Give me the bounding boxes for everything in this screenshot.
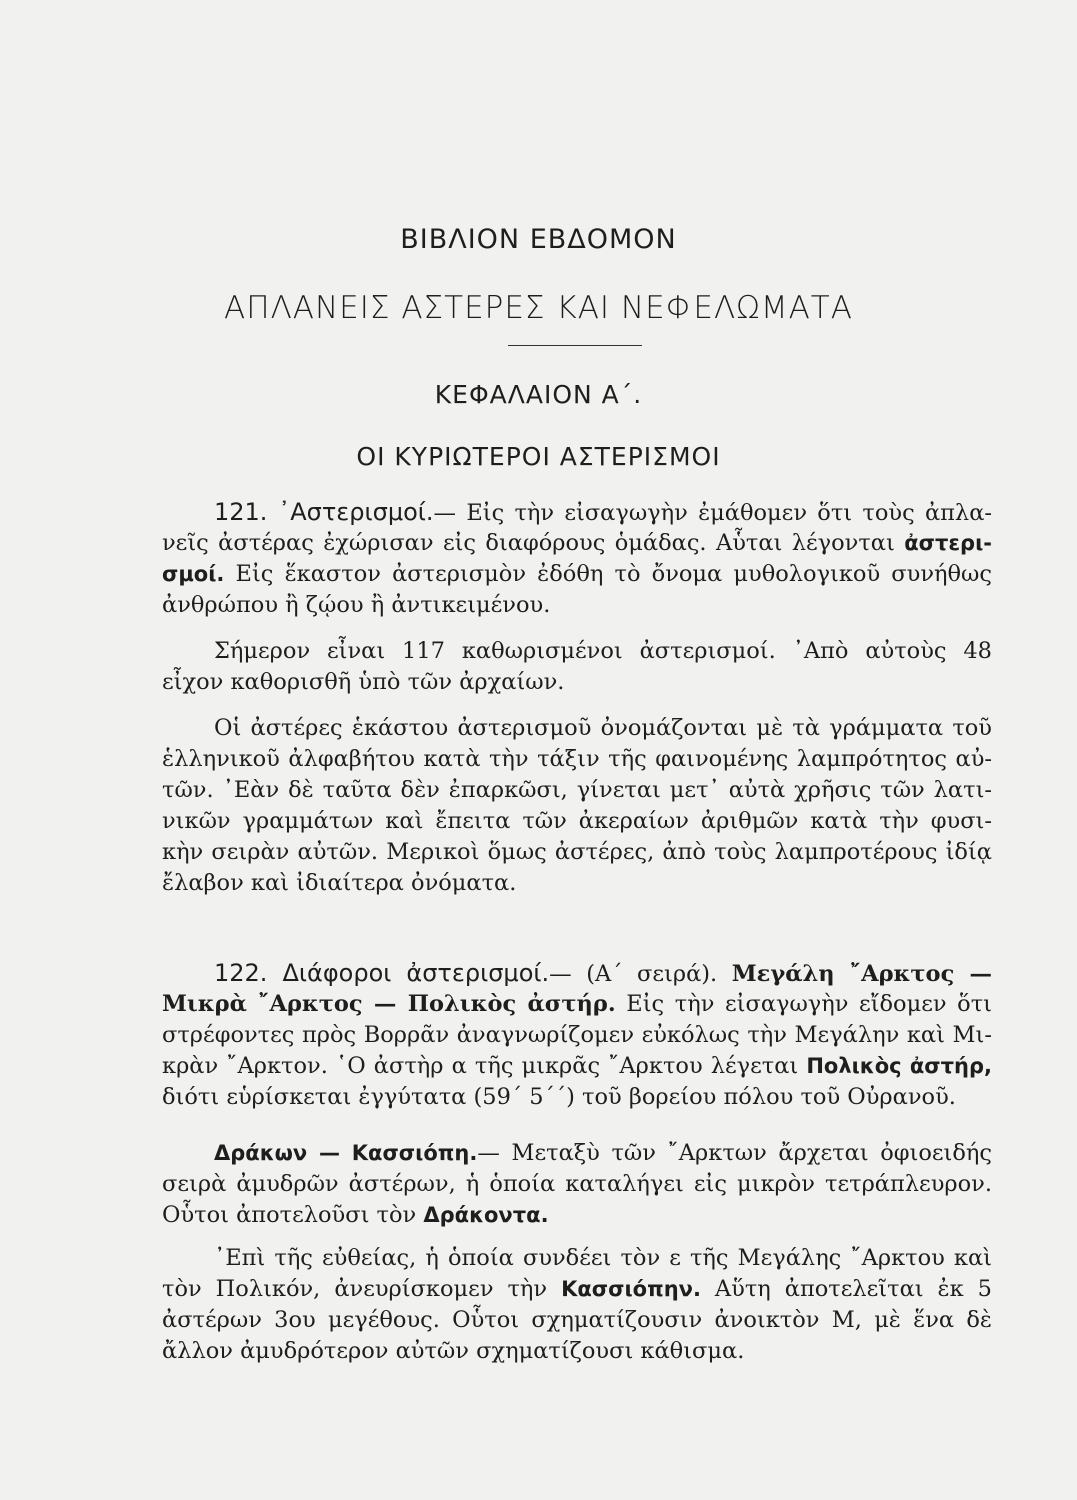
divider-rule <box>508 345 642 346</box>
term-megali-arktos: Μεγάλη ῎Αρκτος — <box>731 961 992 987</box>
chapter-title: ΟΙ ΚΥΡΙΩΤΕΡΟΙ ΑΣΤΕΡΙΣΜΟΙ <box>356 442 721 471</box>
text-line: διότι εὑρίσκεται ἐγγύτατα (59΄ 5΄΄) τοῦ βορείου πόλου τοῦ Οὐρανοῦ. <box>162 1084 956 1110</box>
text-line: Οὗτοι ἀποτελοῦσι τὸν Δράκοντα. <box>162 1202 549 1228</box>
text-line: ἀνθρώπου ἢ ζῴου ἢ ἀντικειμένου. <box>162 592 551 618</box>
text-line: Οἱ ἀστέρες ἑκάστου ἀστερισμοῦ ὀνομάζονται μὲ τὰ γράμματα τοῦ <box>214 715 992 741</box>
term-asterismoi: ἀστερι- <box>904 531 992 555</box>
section-122-paragraph-3 <box>162 1243 992 1367</box>
text-line: κρὰν ῎Αρκτον. ῾Ο ἀστὴρ α τῆς μικρᾶς ῎Αρκτου λέγεται Πολικὸς ἀστήρ, <box>162 1053 992 1079</box>
text-line: σειρὰ ἀμυδρῶν ἀστέρων, ἡ ὁποία καταλήγει εἰς μικρὸν τετράπλευρον. <box>162 1171 992 1197</box>
chapter-heading: ΚΕΦΑΛΑΙΟΝ Α΄. <box>434 380 643 409</box>
book-heading: ΒΙΒΛΙΟΝ ΕΒΔΟΜΟΝ <box>400 224 677 255</box>
term-kassiopin: Κασσιόπην. <box>561 1277 701 1301</box>
text-line: Δράκων — Κασσιόπη.— Μεταξὺ τῶν ῎Αρκτων ἄρχεται ὀφιοειδής <box>214 1140 992 1166</box>
text-line: ᾿Επὶ τῆς εὐθείας, ἡ ὁποία συνδέει τὸν ε τῆς Μεγάλης ῎Αρκτου καὶ <box>214 1245 992 1271</box>
text-line: ἑλληνικοῦ ἀλφαβήτου κατὰ τὴν τάξιν τῆς φαινομένης λαμπρότητος αὐ- <box>162 746 992 772</box>
term-drakon-kassiopi: Δράκων — Κασσιόπη. <box>214 1141 478 1165</box>
section-121-heading: 121. ᾿Αστερισμοί. <box>214 498 434 526</box>
text-line: στρέφοντες πρὸς Βορρᾶν ἀναγνωρίζομεν εὐκόλως τὴν Μεγάλην καὶ Μι- <box>162 1022 992 1048</box>
text-line: τὸν Πολικόν, ἀνευρίσκομεν τὴν Κασσιόπην. Αὕτη ἀποτελεῖται ἐκ 5 <box>162 1276 992 1302</box>
text-line: ἄλλον ἀμυδρότερον αὐτῶν σχηματίζουσι κάθισμα. <box>162 1338 745 1364</box>
text-line: νεῖς ἀστέρας ἐχώρισαν εἰς διαφόρους ὁμάδας. Αὗται λέγονται ἀστερι- <box>162 530 992 556</box>
text-line: Μικρὰ ῎Αρκτος — Πολικὸς ἀστήρ. Εἰς τὴν εἰσαγωγὴν εἴδομεν ὅτι <box>162 991 992 1017</box>
section-122-paragraph-1 <box>162 958 992 1113</box>
section-121-paragraph-2 <box>162 636 992 698</box>
text-line: 122. Διάφοροι ἀστερισμοί.— (Α΄ σειρά). Μεγάλη ῎Αρκτος — <box>214 959 992 987</box>
term-asterismoi-cont: σμοί. <box>162 562 225 586</box>
section-122-paragraph-2 <box>162 1138 992 1231</box>
text-line: ἀστέρων 3ου μεγέθους. Οὗτοι σχηματίζουσιν ἀνοικτὸν Μ, μὲ ἕνα δὲ <box>162 1307 992 1333</box>
text-line: τῶν. ᾿Εὰν δὲ ταῦτα δὲν ἐπαρκῶσι, γίνεται μετ᾿ αὐτὰ χρῆσις τῶν λατι- <box>162 777 992 803</box>
text-line: σμοί. Εἰς ἕκαστον ἀστερισμὸν ἐδόθη τὸ ὄνομα μυθολογικοῦ συνήθως <box>162 561 992 587</box>
text-line: 121. ᾿Αστερισμοί.— Εἰς τὴν εἰσαγωγὴν ἐμάθομεν ὅτι τοὺς ἀπλα- <box>214 498 992 526</box>
section-122-heading: 122. Διάφοροι ἀστερισμοί. <box>214 959 550 987</box>
term-drakonta: Δράκοντα. <box>423 1203 549 1227</box>
text-line: ἔλαβον καὶ ἰδιαίτερα ὀνόματα. <box>162 870 517 896</box>
section-121-paragraph-3 <box>162 713 992 899</box>
term-mikra-arktos: Μικρὰ ῎Αρκτος — Πολικὸς ἀστήρ. <box>162 991 616 1017</box>
text-line: Σήμερον εἶναι 117 καθωρισμένοι ἀστερισμοί. ᾿Απὸ αὐτοὺς 48 <box>214 638 992 664</box>
text-line: νικῶν γραμμάτων καὶ ἔπειτα τῶν ἀκεραίων ἀριθμῶν κατὰ τὴν φυσι- <box>162 808 992 834</box>
term-polikos-astir: Πολικὸς ἀστήρ, <box>806 1054 992 1078</box>
text-line: κὴν σειρὰν αὐτῶν. Μερικοὶ ὅμως ἀστέρες, ἀπὸ τοὺς λαμπροτέρους ἰδίᾳ <box>162 839 992 865</box>
text-line: εἶχον καθορισθῆ ὑπὸ τῶν ἀρχαίων. <box>162 669 565 695</box>
part-title: ΑΠΛΑΝΕΙΣ ΑΣΤΕΡΕΣ ΚΑΙ ΝΕΦΕΛΩΜΑΤΑ <box>224 290 853 326</box>
section-121-paragraph-1 <box>162 497 992 621</box>
